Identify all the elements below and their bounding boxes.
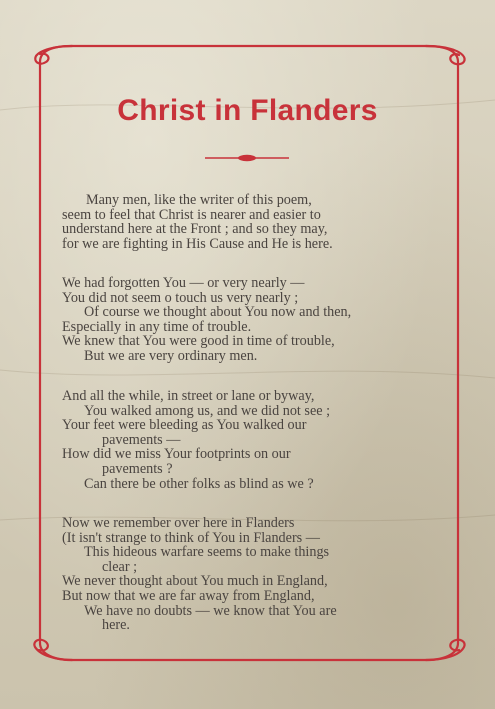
intro-line: seem to feel that Christ is nearer and easier to: [62, 206, 321, 223]
stanza-line: This hideous warfare seems to make things: [84, 544, 330, 561]
stanza-line: You walked among us, and we did not see ;: [84, 402, 331, 419]
stanza-line: Now we remember over here in Flanders: [62, 515, 295, 531]
stanza-line: How did we miss Your footprints on our: [62, 446, 291, 463]
stanza-line: (It isn't strange to think of You in Flanders —: [62, 529, 320, 546]
stanza-line: Your feet were bleeding as You walked our: [62, 417, 307, 434]
intro-line: understand here at the Front ; and so they may,: [62, 221, 328, 238]
stanza-line: pavements ?: [102, 460, 173, 477]
stanza-line: pavements —: [102, 431, 181, 448]
title-divider-ornament: [205, 153, 289, 163]
stanza-line: Especially in any time of trouble.: [62, 318, 252, 335]
stanza-line: here.: [102, 617, 130, 634]
intro-paragraph: [62, 193, 432, 251]
intro-line: Many men, like the writer of this poem,: [86, 192, 312, 208]
stanza-line: Can there be other folks as blind as we ?: [84, 475, 314, 492]
stanza-line: clear ;: [102, 558, 138, 575]
poem-title: Christ in Flanders: [117, 94, 378, 127]
stanza-line: You did not seem o touch us very nearly ;: [62, 289, 299, 306]
stanza-line: But now that we are far away from England,: [62, 587, 315, 604]
stanza-1: [62, 276, 432, 364]
stanza-3: [62, 516, 432, 633]
stanza-line: But we are very ordinary men.: [84, 347, 258, 364]
stanza-line: We never thought about You much in England,: [62, 573, 328, 590]
stanza-line: And all the while, in street or lane or byway,: [62, 388, 315, 404]
intro-line: for we are fighting in His Cause and He is here.: [62, 235, 333, 252]
stanza-2: [62, 389, 432, 491]
stanza-line: We knew that You were good in time of trouble,: [62, 333, 335, 350]
stanza-line: Of course we thought about You now and then,: [84, 304, 352, 321]
stanza-line: We have no doubts — we know that You are: [84, 602, 337, 619]
stanza-line: We had forgotten You — or very nearly —: [62, 275, 305, 291]
